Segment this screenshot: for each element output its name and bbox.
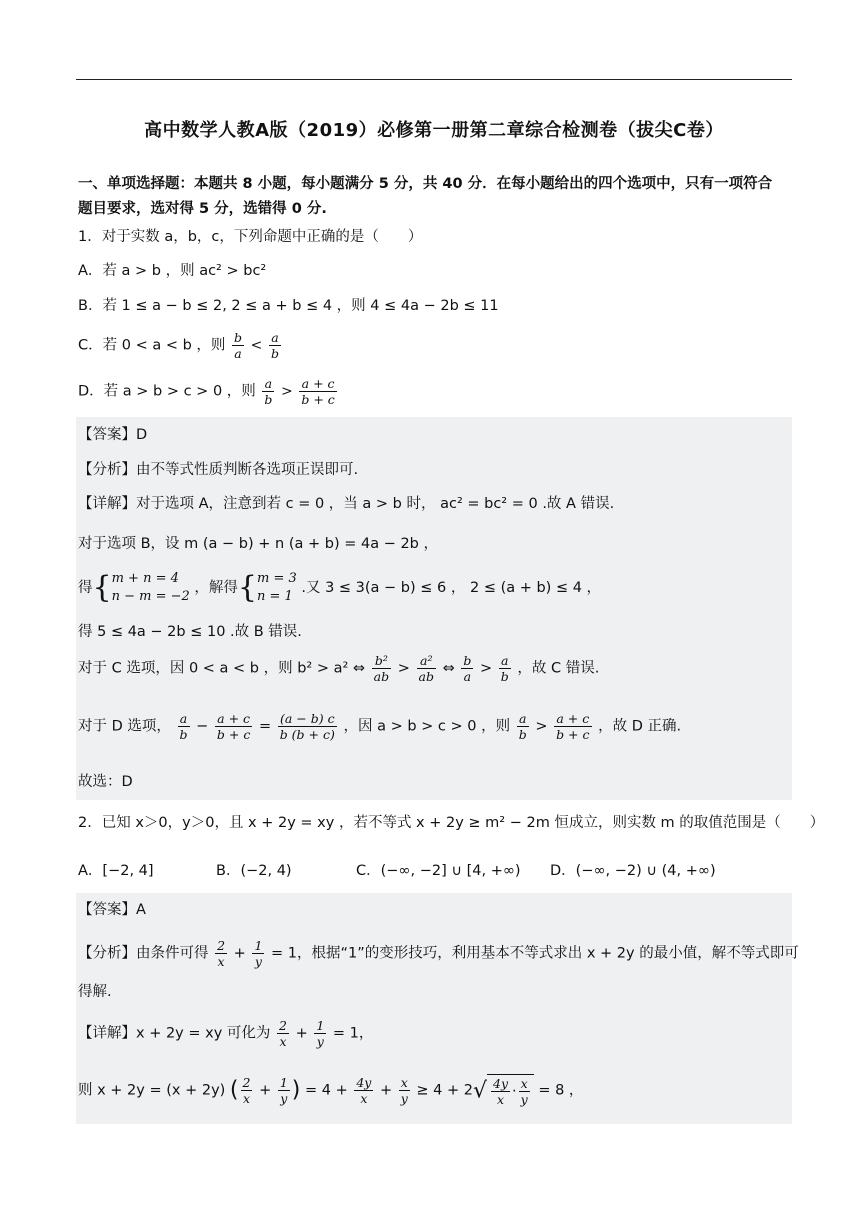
q1-option-b: B．若 1 ≤ a − b ≤ 2, 2 ≤ a + b ≤ 4 ，则 4 ≤ 4a − 2b ≤ 11 [78, 298, 499, 314]
q1-detail-d-frac5: $\frac{a + c}{b + c}$ [556, 711, 590, 742]
q2-analysis-frac2: $\frac{1}{y}$ [254, 938, 263, 969]
q2-option-d: D．(−∞, −2) ∪ (4, +∞) [550, 863, 716, 879]
q1-detail-d: 对于 D 选项， $\frac{a}{b}$ − $\frac{a + c}{b + c}$ = $\frac{(a - b) c}{b (b + c)}$ ，因 a > b > c > 0 ，则 $\frac{a}{b}$ > $\frac{a + c}{b + c}$ ，故 D 正确. [78, 711, 682, 742]
q1-detail-c-frac4: $\frac{a}{b}$ [500, 653, 509, 684]
q1-detail-b: 对于选项 B，设 m (a − b) + n (a + b) = 4a − 2b ， [78, 536, 438, 552]
q2-detail1-frac2: $\frac{1}{y}$ [316, 1018, 325, 1049]
q2-detail1-frac1: $\frac{2}{x}$ [279, 1018, 287, 1049]
section-heading-line2: 题目要求，选对得 5 分，选错得 0 分. [78, 201, 327, 217]
q2-detail2-frac3: $\frac{4y}{x}$ [356, 1075, 372, 1106]
q2-answer: 【答案】A [78, 902, 146, 918]
q2-analysis-label: 【分析】 [78, 945, 136, 962]
q1-option-d [78, 376, 339, 407]
q2-option-b: B．(−2, 4) [216, 863, 292, 879]
q2-detail-label: 【详解】 [78, 1025, 136, 1042]
q2-detail2-frac4: $\frac{x}{y}$ [400, 1075, 408, 1106]
top-rule [76, 79, 792, 80]
q2-detail2-frac1: $\frac{2}{x}$ [242, 1075, 251, 1106]
q1-detail-d-frac3: $\frac{(a - b) c}{b (b + c)}$ [279, 711, 335, 742]
q1-option-c-prefix: C．若 0 < a < b ，则 [78, 337, 226, 354]
q1-detail-b-system [78, 570, 601, 606]
left-brace-icon: { [92, 570, 112, 605]
left-brace-icon: { [237, 570, 257, 605]
q1-option-c-frac2: $\frac{a}{b}$ [270, 330, 279, 361]
q1-choice: 故选：D [78, 774, 133, 790]
q1-detail-c: 对于 C 选项，因 0 < a < b ，则 b² > a² ⇔ $\frac{\text{b²}}{ab}$ > $\frac{\text{a²}}{ab}$ ⇔ $\frac{b}{a}$ > $\frac{a}{b}$ ，故 C 错误. [78, 653, 600, 684]
q2-detail-1: 【详解】x + 2y = xy 可化为 $\frac{2}{x}$ + $\frac{1}{y}$ = 1， [78, 1018, 374, 1049]
q1-stem: 1．对于实数 a，b，c，下列命题中正确的是（ ） [78, 229, 423, 245]
q1-detail-c-frac2: $\frac{\text{a²}}{ab}$ [418, 653, 434, 684]
q1-detail-d-frac1: $\frac{a}{b}$ [179, 711, 188, 742]
q1-detail-c-pre: 对于 C 选项，因 0 < a < b ，则 b² > a² ⇔ [78, 660, 366, 677]
q1-option-d-frac1: $\frac{a}{b}$ [264, 376, 273, 407]
q2-stem: 2．已知 x＞0，y＞0，且 x + 2y = xy ，若不等式 x + 2y ≥ m² − 2m 恒成立，则实数 m 的取值范围是（ ） [78, 815, 825, 831]
q2-detail-2: 则 x + 2y = (x + 2y) ( $\frac{2}{x}$ + $\frac{1}{y}$ ) = 4 + $\frac{4y}{x}$ + $\frac{x}{y}$ ≥ 4 + 2√ $\frac{4y}{x}$ · $\frac{x}{y}$ = 8 ， [78, 1075, 584, 1107]
q1-option-d-frac2: $\frac{a + c}{b + c}$ [301, 376, 335, 407]
square-root-icon: √ $\frac{4y}{x}$ · $\frac{x}{y}$ [473, 1074, 534, 1107]
q2-option-a: A．[−2, 4] [78, 863, 154, 879]
q1-option-c-frac1: $\frac{b}{a}$ [234, 330, 243, 361]
q1-detail-a [78, 494, 614, 514]
q1-detail-d-frac2: $\frac{a + c}{b + c}$ [216, 711, 251, 742]
q1-detail-label: 【详解】 [78, 496, 136, 512]
q1-system1: m + n = 4 n − m = −2 [111, 571, 190, 604]
q1-answer: 【答案】D [78, 427, 148, 443]
q1-analysis-text: 由不等式性质判断各选项正误即可. [136, 462, 359, 478]
q1-analysis [78, 460, 358, 480]
q2-detail2-frac2: $\frac{1}{y}$ [279, 1075, 288, 1106]
q1-detail-d-frac4: $\frac{a}{b}$ [518, 711, 527, 742]
q2-analysis-line2: 得解. [78, 984, 112, 1000]
q2-analysis: 【分析】由条件可得 $\frac{2}{x}$ + $\frac{1}{y}$ = 1，根据“1”的变形技巧，利用基本不等式求出 x + 2y 的最小值，解不等式即可 [78, 938, 799, 969]
q2-analysis-frac1: $\frac{2}{x}$ [217, 938, 226, 969]
page-title: 高中数学人教A版（2019）必修第一册第二章综合检测卷（拔尖C卷） [144, 120, 724, 141]
q1-detail-c-frac3: $\frac{b}{a}$ [463, 653, 472, 684]
q1-option-d-prefix: D．若 a > b > c > 0 ，则 [78, 383, 256, 400]
q1-option-a: A．若 a > b ，则 ac² > bc² [78, 263, 267, 279]
q1-detail-d-pre: 对于 D 选项， [78, 718, 171, 735]
q1-option-c [78, 330, 283, 361]
q1-detail-b-result: 得 5 ≤ 4a − 2b ≤ 10 .故 B 错误. [78, 624, 302, 640]
q1-option-d-gt: > [281, 383, 293, 400]
q1-detail-b-post: .又 3 ≤ 3(a − b) ≤ 6 ， 2 ≤ (a + b) ≤ 4 ， [301, 580, 602, 596]
q1-system2: m = 3 n = 1 [256, 571, 297, 604]
q1-analysis-label: 【分析】 [78, 462, 136, 478]
q1-detail-b-pre: 得 [78, 580, 93, 596]
q1-option-c-lt: < [250, 337, 263, 354]
q1-detail-a-text: 对于选项 A，注意到若 c = 0 ，当 a > b 时， ac² = bc² = 0 .故 A 错误. [136, 496, 615, 512]
q1-detail-b-mid: ，解得 [194, 580, 238, 596]
q1-detail-c-frac1: $\frac{\text{b²}}{ab}$ [373, 653, 390, 684]
section-heading-line1: 一、单项选择题：本题共 8 小题，每小题满分 5 分，共 40 分．在每小题给出的四个选项中，只有一项符合 [78, 176, 773, 192]
q2-option-c: C．(−∞, −2] ∪ [4, +∞) [356, 863, 521, 879]
